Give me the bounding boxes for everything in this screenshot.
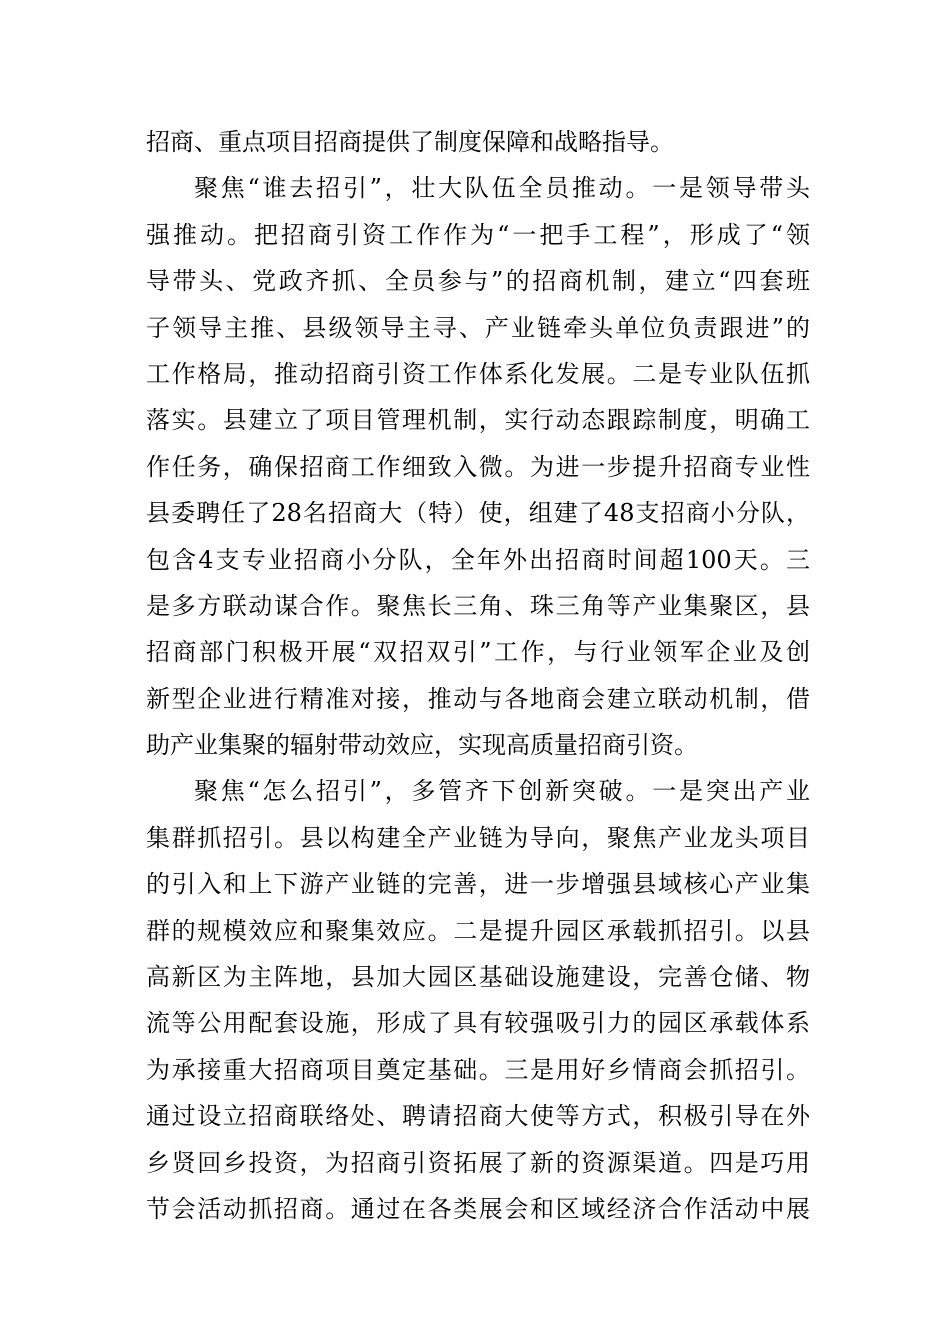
paragraph-3-line-3: 的引入和上下游产业链的完善，进一步增强县域核心产业集	[146, 870, 810, 899]
paragraph-2-line-7: 作任务，确保招商工作细致入微。为进一步提升招商专业性	[146, 452, 810, 481]
body-text	[146, 119, 810, 1232]
paragraph-3-line-7: 为承接重大招商项目奠定基础。三是用好乡情商会抓招引。	[146, 1055, 810, 1084]
paragraph-2-line-2: 强推动。把招商引资工作作为“一把手工程”，形成了“领	[146, 220, 810, 249]
paragraph-2-line-11: 招商部门积极开展“双招双引”工作，与行业领军企业及创	[146, 638, 810, 667]
paragraph-3-line-1: 聚焦“怎么招引”，多管齐下创新突破。一是突出产业	[194, 777, 810, 806]
paragraph-2-line-10: 是多方联动谋合作。聚焦长三角、珠三角等产业集聚区，县	[146, 591, 810, 620]
paragraph-3-line-8: 通过设立招商联络处、聘请招商大使等方式，积极引导在外	[146, 1102, 810, 1131]
paragraph-3-line-2: 集群抓招引。县以构建全产业链为导向，聚焦产业龙头项目	[146, 823, 810, 852]
paragraph-3-line-6: 流等公用配套设施，形成了具有较强吸引力的园区承载体系	[146, 1009, 810, 1038]
paragraph-2-line-1: 聚焦“谁去招引”，壮大队伍全员推动。一是领导带头	[194, 174, 810, 203]
paragraph-2-line-5: 工作格局，推动招商引资工作体系化发展。二是专业队伍抓	[146, 359, 810, 388]
paragraph-3-line-9: 乡贤回乡投资，为招商引资拓展了新的资源渠道。四是巧用	[146, 1148, 810, 1177]
paragraph-2-line-9: 包含4支专业招商小分队，全年外出招商时间超100天。三	[146, 545, 810, 574]
text-line-1: 招商、重点项目招商提供了制度保障和战略指导。	[146, 128, 674, 156]
paragraph-2-line-3: 导带头、党政齐抓、全员参与”的招商机制，建立“四套班	[146, 267, 810, 296]
paragraph-2-line-8: 县委聘任了28名招商大（特）使，组建了48支招商小分队，	[146, 499, 810, 528]
paragraph-2-line-4: 子领导主推、县级领导主寻、产业链牵头单位负责跟进”的	[146, 313, 810, 342]
paragraph-2-line-13: 助产业集聚的辐射带动效应，实现高质量招商引资。	[146, 731, 698, 760]
paragraph-3-line-10: 节会活动抓招商。通过在各类展会和区域经济合作活动中展	[146, 1194, 810, 1223]
paragraph-3-line-5: 高新区为主阵地，县加大园区基础设施建设，完善仓储、物	[146, 963, 810, 992]
paragraph-2-line-6: 落实。县建立了项目管理机制，实行动态跟踪制度，明确工	[146, 406, 810, 435]
paragraph-3-line-4: 群的规模效应和聚集效应。二是提升园区承载抓招引。以县	[146, 916, 810, 945]
paragraph-2-line-12: 新型企业进行精准对接，推动与各地商会建立联动机制，借	[146, 684, 810, 713]
